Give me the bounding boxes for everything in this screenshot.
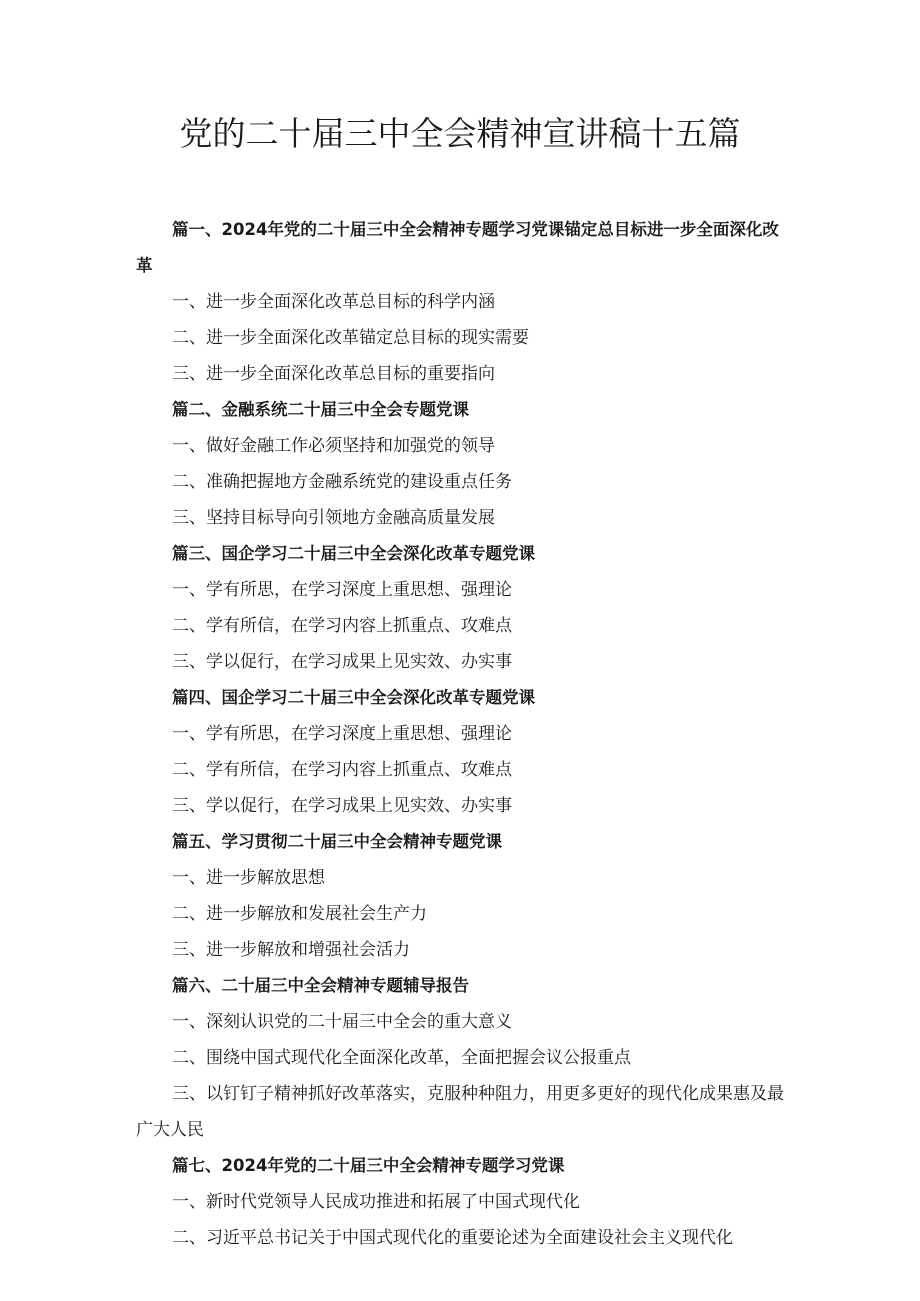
toc-item: 三、以钉钉子精神抓好改革落实，克服种种阻力，用更多更好的现代化成果惠及最广大人民: [136, 1084, 784, 1140]
toc-item: 一、学有所思，在学习深度上重思想、强理论: [172, 724, 512, 744]
toc-item: 二、准确把握地方金融系统党的建设重点任务: [172, 472, 512, 492]
toc-item: 三、坚持目标导向引领地方金融高质量发展: [172, 508, 495, 528]
toc-item: 二、学有所信，在学习内容上抓重点、攻难点: [172, 616, 512, 636]
toc-item: 三、进一步全面深化改革总目标的重要指向: [172, 364, 495, 384]
toc-item: 二、进一步解放和发展社会生产力: [172, 904, 427, 924]
toc-item: 一、深刻认识党的二十届三中全会的重大意义: [172, 1012, 512, 1032]
toc-item: 二、习近平总书记关于中国式现代化的重要论述为全面建设社会主义现代化: [172, 1228, 733, 1248]
toc-item: 二、进一步全面深化改革锚定总目标的现实需要: [172, 328, 529, 348]
toc-item: 三、学以促行，在学习成果上见实效、办实事: [172, 796, 512, 816]
toc-item: 一、新时代党领导人民成功推进和拓展了中国式现代化: [172, 1192, 580, 1212]
toc-chapter-heading: 篇五、学习贯彻二十届三中全会精神专题党课: [172, 832, 502, 851]
toc-item: 一、进一步解放思想: [172, 868, 325, 888]
document-title: 党的二十届三中全会精神宣讲稿十五篇: [179, 114, 741, 153]
toc-item: 一、学有所思，在学习深度上重思想、强理论: [172, 580, 512, 600]
table-of-contents: [136, 212, 788, 1256]
toc-item: 三、进一步解放和增强社会活力: [172, 940, 410, 960]
toc-item: 二、围绕中国式现代化全面深化改革，全面把握会议公报重点: [172, 1048, 631, 1068]
toc-chapter-heading: 篇一、2024年党的二十届三中全会精神专题学习党课锚定总目标进一步全面深化改革: [136, 220, 779, 275]
toc-chapter-heading: 篇二、金融系统二十届三中全会专题党课: [172, 400, 469, 419]
toc-chapter-heading: 篇七、2024年党的二十届三中全会精神专题学习党课: [172, 1156, 565, 1175]
toc-chapter-heading: 篇三、国企学习二十届三中全会深化改革专题党课: [172, 544, 535, 563]
toc-item: 二、学有所信，在学习内容上抓重点、攻难点: [172, 760, 512, 780]
toc-item: 一、做好金融工作必须坚持和加强党的领导: [172, 436, 495, 456]
toc-chapter-heading: 篇六、二十届三中全会精神专题辅导报告: [172, 976, 469, 995]
toc-item: 三、学以促行，在学习成果上见实效、办实事: [172, 652, 512, 672]
toc-chapter-heading: 篇四、国企学习二十届三中全会深化改革专题党课: [172, 688, 535, 707]
toc-item: 一、进一步全面深化改革总目标的科学内涵: [172, 292, 495, 312]
